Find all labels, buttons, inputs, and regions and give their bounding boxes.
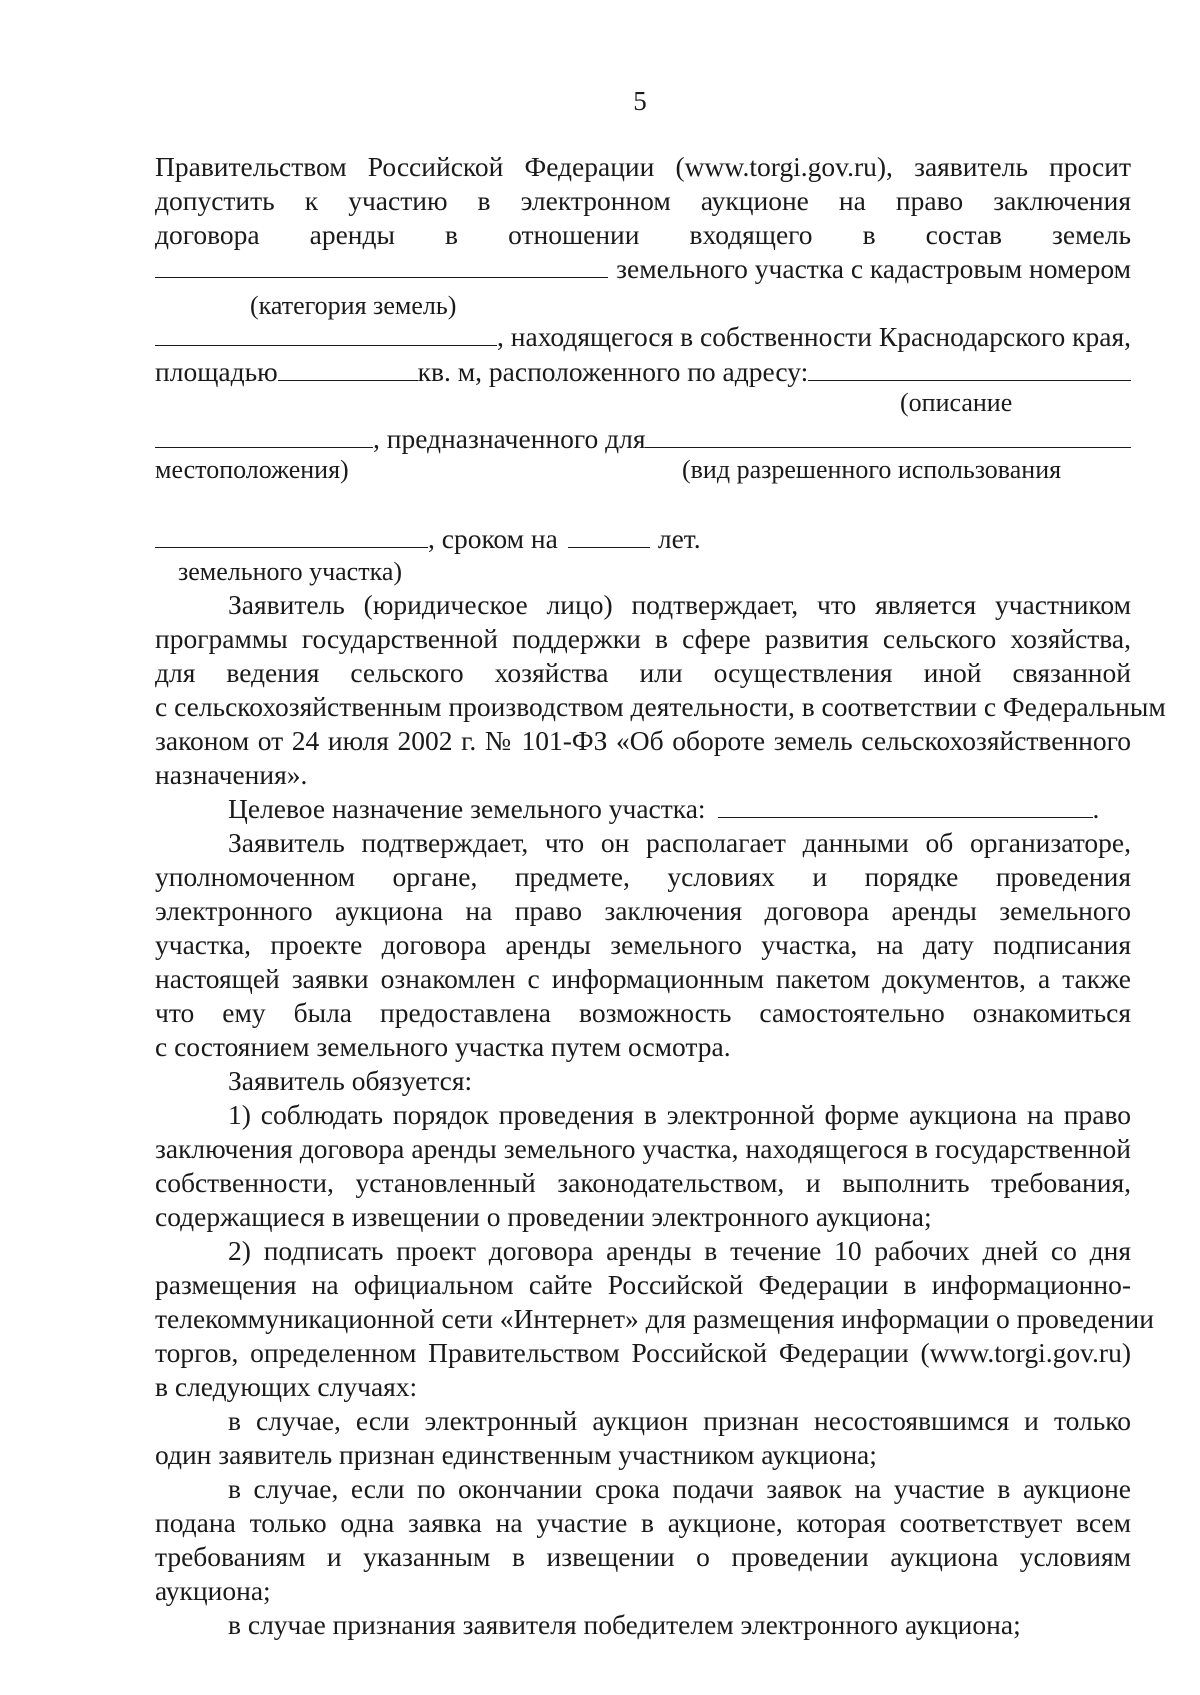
text-fragment: . (1092, 793, 1100, 824)
land-category-blank (155, 253, 608, 278)
intended-purpose-blank (718, 793, 1093, 818)
text-line: с состоянием земельного участка путем осмотра. (155, 1031, 731, 1062)
text-line: 1) соблюдать порядок проведения в электронной форме аукциона на право (228, 1099, 1131, 1130)
text-line: настоящей заявки ознакомлен с информационным пакетом документов, а также (155, 963, 1131, 994)
text-line: уполномоченном органе, предмете, условиях и порядке проведения (155, 861, 1131, 892)
text-fragment: площадью (155, 356, 278, 387)
text-line: Правительством Российской Федерации (www.torgi.gov.ru), заявитель просит (155, 151, 1131, 182)
address-blank (808, 356, 1131, 381)
caption-land-category: (категория земель) (250, 291, 457, 320)
text-line: один заявитель признан единственным участником аукциона; (155, 1439, 877, 1470)
purpose-statement-line (228, 792, 1131, 826)
text-line: в случае признания заявителя победителем электронного аукциона; (228, 1609, 1021, 1640)
text-line: в случае, если электронный аукцион признан несостоявшимся и только (228, 1405, 1131, 1436)
plot-use-blank (155, 523, 428, 548)
text-line: электронного аукциона на право заключения договора аренды земельного (155, 895, 1131, 926)
permitted-use-blank (645, 423, 1131, 448)
caption-permitted-use: (вид разрешенного использования (682, 455, 1062, 484)
text-fragment: кв. м, расположенного по адресу: (417, 356, 809, 387)
text-line: Заявитель (юридическое лицо) подтверждает, что является участником (228, 589, 1131, 620)
cadastral-line (155, 252, 1131, 286)
text-line: заключения договора аренды земельного участка, находящегося в государственной (155, 1133, 1131, 1164)
text-line: программы государственной поддержки в сфере развития сельского хозяйства, (155, 623, 1131, 654)
text-line: торгов, определенном Правительством Российской Федерации (www.torgi.gov.ru) (155, 1337, 1131, 1368)
text-fragment: земельного участка с кадастровым номером (616, 253, 1131, 284)
text-line: участка, проекте договора аренды земельного участка, на дату подписания (155, 929, 1131, 960)
purpose-line (155, 422, 1131, 456)
text-line: Заявитель обязуется: (228, 1065, 473, 1096)
text-line: назначения». (155, 759, 308, 790)
text-line: требованиям и указанным в извещении о проведении аукциона условиям (155, 1541, 1131, 1572)
text-line: аукциона; (155, 1575, 271, 1606)
text-line: размещения на официальном сайте Российской Федерации в информационно- (155, 1269, 1131, 1300)
term-line (155, 522, 1131, 556)
text-fragment: , предназначенного для (373, 423, 646, 454)
text-line: содержащиеся в извещении о проведении электронного аукциона; (155, 1201, 932, 1232)
text-line: допустить к участию в электронном аукционе на право заключения (155, 185, 1131, 216)
ownership-line (155, 320, 1131, 354)
text-line: телекоммуникационной сети «Интернет» для размещения информации о проведении (155, 1303, 1154, 1334)
text-line: Заявитель подтверждает, что он располагает данными об организаторе, (228, 827, 1131, 858)
text-line: для ведения сельского хозяйства или осуществления иной связанной (155, 657, 1131, 688)
text-fragment: , сроком на (428, 523, 558, 554)
text-fragment: , находящегося в собственности Краснодарского края, (497, 321, 1131, 352)
text-fragment: лет. (657, 523, 701, 554)
text-line: законом от 24 июля 2002 г. № 101-ФЗ «Об обороте земель сельскохозяйственного (155, 725, 1131, 756)
area-address-line (155, 355, 1131, 389)
location-blank (155, 423, 373, 448)
text-line: договора аренды в отношении входящего в состав земель (155, 219, 1131, 250)
text-line: 2) подписать проект договора аренды в течение 10 рабочих дней со дня (228, 1235, 1131, 1266)
text-line: что ему была предоставлена возможность самостоятельно ознакомиться (155, 997, 1131, 1028)
page-number: 5 (633, 86, 647, 116)
text-line: в следующих случаях: (155, 1371, 418, 1402)
caption-plot: земельного участка) (178, 557, 403, 586)
text-fragment: Целевое назначение земельного участка: (228, 793, 706, 824)
caption-location: местоположения) (155, 455, 349, 484)
area-blank (278, 356, 418, 381)
text-line: подана только одна заявка на участие в аукционе, которая соответствует всем (155, 1507, 1131, 1538)
text-line: с сельскохозяйственным производством деятельности, в соответствии с Федеральным (155, 691, 1166, 722)
text-line: собственности, установленный законодательством, и выполнить требования, (155, 1167, 1131, 1198)
caption-description: (описание (900, 388, 1013, 417)
years-blank (568, 523, 650, 548)
text-line: в случае, если по окончании срока подачи заявок на участие в аукционе (228, 1473, 1131, 1504)
cadastral-number-blank (155, 321, 497, 346)
